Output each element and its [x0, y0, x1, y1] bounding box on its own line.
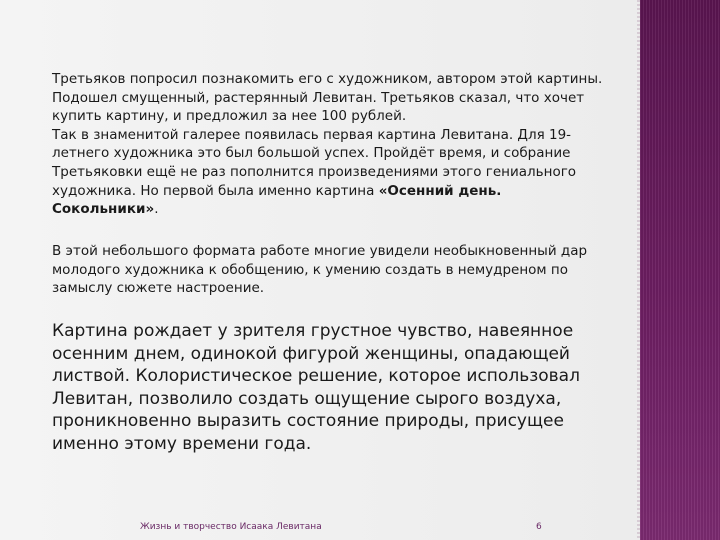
paragraph-intro [52, 70, 612, 219]
paragraph-intro-line1: Третьяков попросил познакомить его с художником, автором этой картины. Подошел смущенный, растерянный Левитан. Третьяков сказал, что хочет купить картину, и предложил за нее 100 рублей. [52, 71, 603, 125]
footer-title: Жизнь и творчество Исаака Левитана [140, 522, 322, 532]
paragraph-intro-end: . [154, 201, 159, 218]
paragraph-mood: Картина рождает у зрителя грустное чувство, навеянное осенним днем, одинокой фигурой женщины, опадающей листвой. Колористическое решение, которое использовал Левитан, позволило создать ощущение сырого воздуха, проникновенно выразить состояние природы, присущее именно этому времени года. [52, 321, 580, 454]
side-decorative-bar [640, 0, 720, 540]
paragraph-gift: В этой небольшого формата работе многие увидели необыкновенный дар молодого художника к обобщению, к умению создать в немудреном по замыслу сюжете настроение. [52, 243, 588, 297]
page-number: 6 [536, 522, 542, 532]
painting-title: «Осенний день. Сокольники» [52, 182, 502, 218]
paragraph-intro-line2: Так в знаменитой галерее появилась первая картина Левитана. Для 19-летнего художника это был большой успех. Пройдёт время, и собрание Третьяковки ещё не раз пополнится произведениями этого гениального художника. Но первой была именно картина [52, 126, 577, 199]
